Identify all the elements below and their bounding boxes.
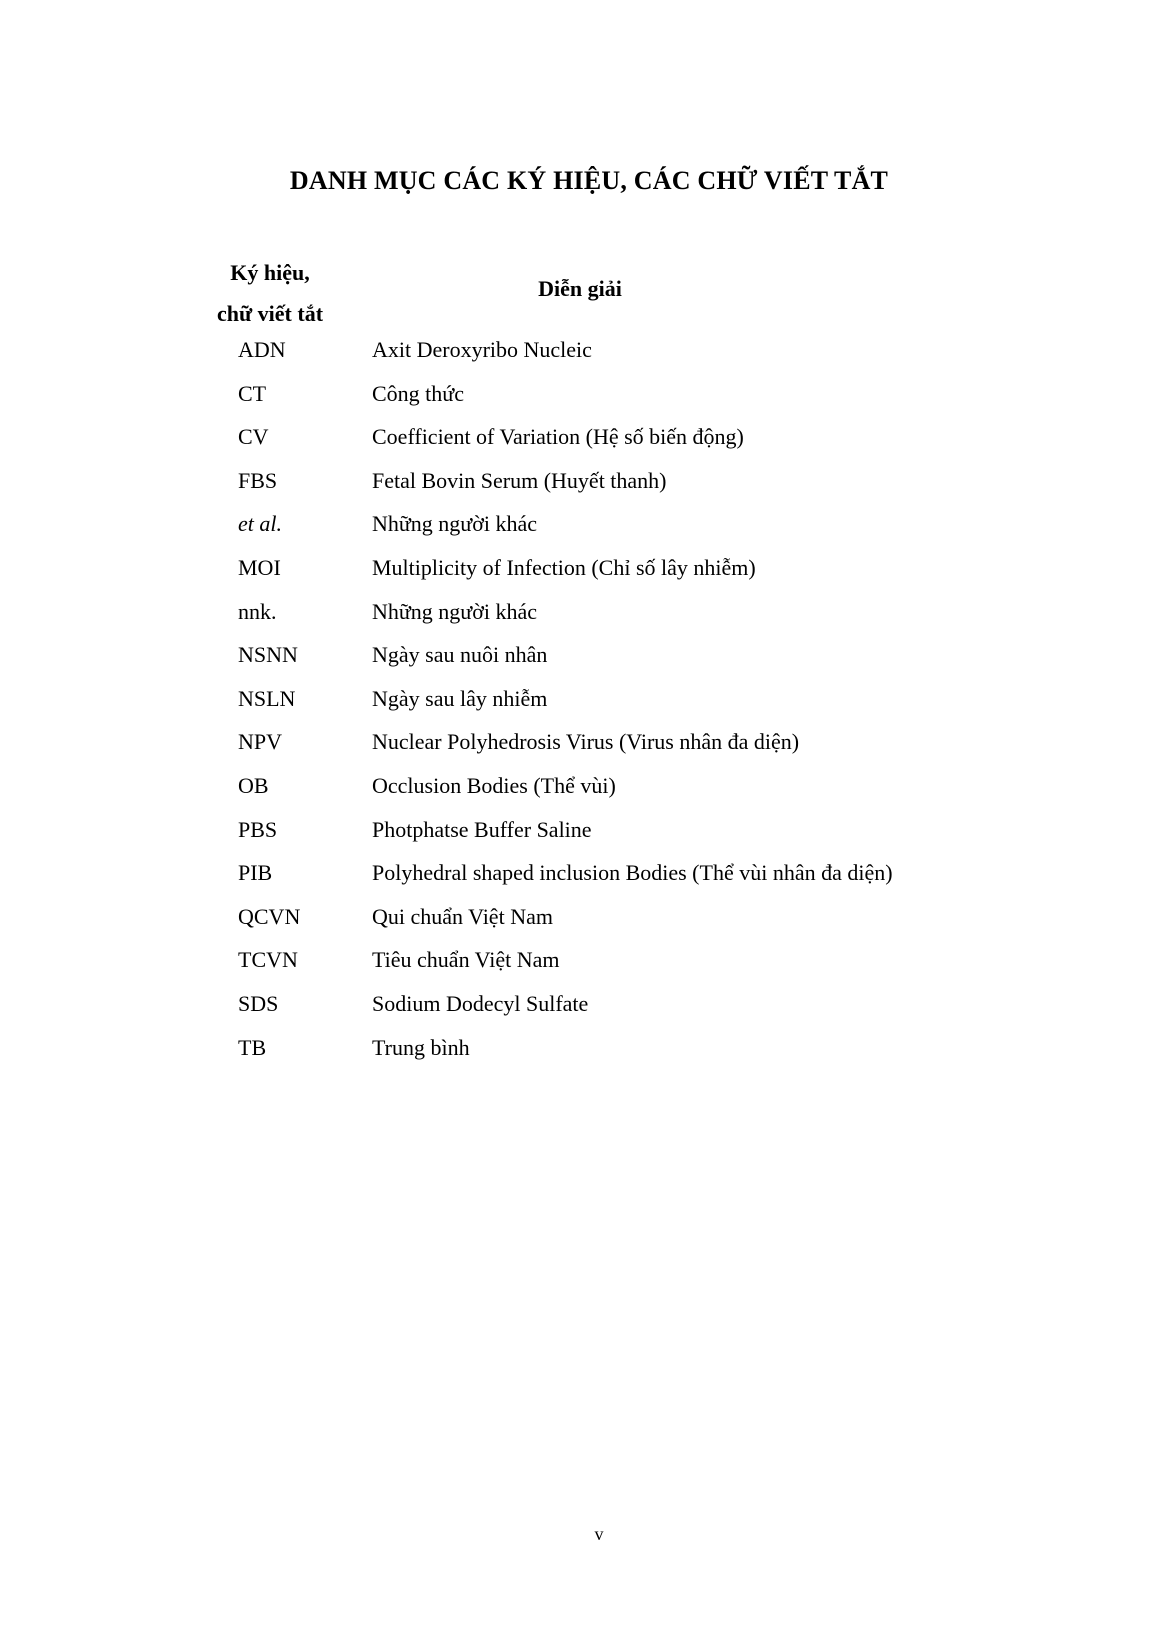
- meaning: Occlusion Bodies (Thể vùi): [372, 772, 616, 798]
- abbreviation: TB: [238, 1034, 267, 1060]
- meaning: Polyhedral shaped inclusion Bodies (Thể vùi nhân đa diện): [372, 860, 893, 886]
- abbreviation: CT: [238, 380, 267, 406]
- abbreviation: NSNN: [238, 642, 298, 668]
- abbreviation: nnk.: [238, 598, 277, 624]
- abbreviation-header-line-2: chữ viết tắt: [216, 301, 324, 326]
- meaning: Ngày sau lây nhiễm: [372, 685, 548, 711]
- table-row: [0, 379, 1158, 423]
- meaning: Công thức: [372, 380, 464, 406]
- table-row: [0, 771, 1158, 815]
- abbreviation: FBS: [238, 467, 278, 493]
- table-row: [0, 727, 1158, 771]
- abbreviation: MOI: [238, 554, 281, 580]
- meaning: Ngày sau nuôi nhân: [372, 642, 548, 668]
- table-row: [0, 509, 1158, 553]
- meaning: Multiplicity of Infection (Chỉ số lây nhiễm): [372, 554, 756, 580]
- meaning: Fetal Bovin Serum (Huyết thanh): [372, 467, 667, 493]
- table-row: [0, 684, 1158, 728]
- table-row: [0, 597, 1158, 641]
- meaning: Coefficient of Variation (Hệ số biến động): [372, 424, 744, 450]
- meaning: Những người khác: [372, 598, 538, 624]
- abbreviation: TCVN: [238, 947, 298, 973]
- table-row: [0, 553, 1158, 597]
- table-row: [0, 1033, 1158, 1077]
- abbreviation: ADN: [238, 337, 286, 362]
- table-row: [0, 989, 1158, 1033]
- meaning: Trung bình: [372, 1034, 470, 1060]
- abbreviation: NSLN: [238, 685, 296, 711]
- page-title: DANH MỤC CÁC KÝ HIỆU, CÁC CHỮ VIẾT TẮT: [289, 166, 889, 195]
- meaning-column-header: Diễn giải: [538, 276, 622, 301]
- meaning: Photphatse Buffer Saline: [372, 816, 592, 842]
- abbreviation-column-header: [200, 252, 340, 334]
- abbreviation: OB: [238, 772, 269, 798]
- table-row: [0, 640, 1158, 684]
- table-row: [0, 422, 1158, 466]
- page-number: v: [594, 1524, 604, 1544]
- abbreviation: CV: [238, 424, 269, 450]
- abbreviation-header-line-1: Ký hiệu,: [230, 260, 310, 285]
- table-row: [0, 815, 1158, 859]
- meaning: Nuclear Polyhedrosis Virus (Virus nhân đa diện): [372, 729, 800, 755]
- abbreviation: NPV: [238, 729, 283, 755]
- meaning: Qui chuẩn Việt Nam: [372, 903, 553, 929]
- table-row: [0, 335, 1158, 379]
- meaning: Sodium Dodecyl Sulfate: [372, 990, 589, 1016]
- abbreviation-table: [0, 335, 1158, 1076]
- abbreviation: PBS: [238, 816, 278, 842]
- abbreviation: SDS: [238, 990, 279, 1016]
- table-row: [0, 858, 1158, 902]
- meaning: Axit Deroxyribo Nucleic: [372, 337, 592, 362]
- table-row: [0, 945, 1158, 989]
- table-row: [0, 466, 1158, 510]
- meaning: Tiêu chuẩn Việt Nam: [372, 947, 560, 973]
- abbreviation: et al.: [238, 511, 282, 537]
- abbreviation: PIB: [238, 860, 273, 886]
- table-row: [0, 902, 1158, 946]
- abbreviation: QCVN: [238, 903, 301, 929]
- meaning: Những người khác: [372, 511, 538, 537]
